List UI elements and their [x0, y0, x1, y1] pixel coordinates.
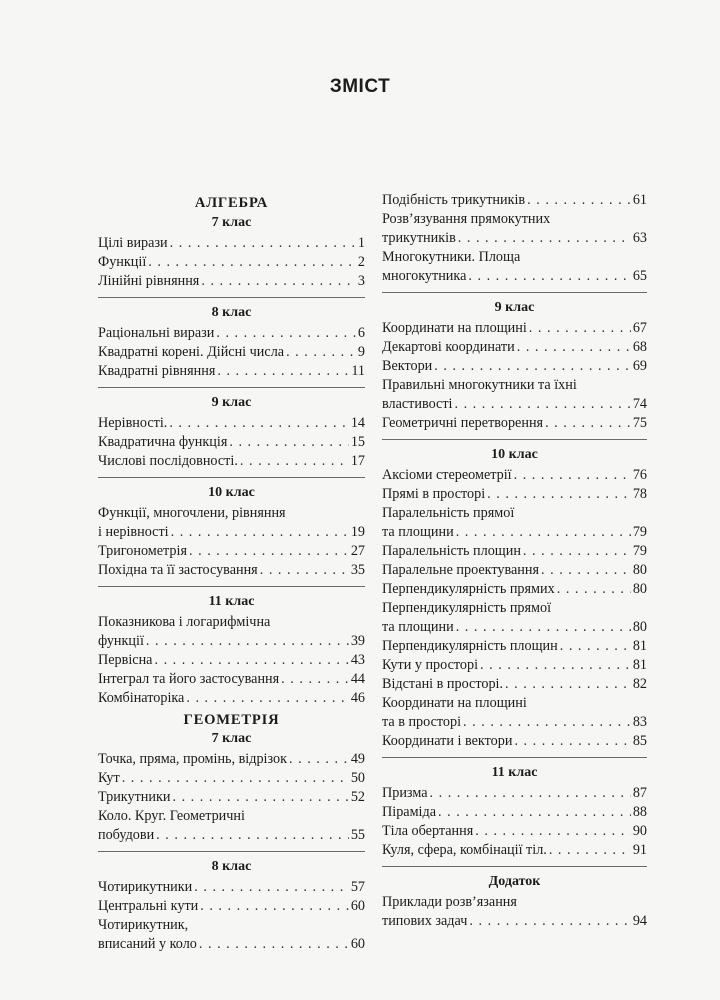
dot-leader [438, 803, 631, 822]
dot-leader [527, 191, 631, 210]
toc-entry-title: вписаний у коло [98, 936, 197, 952]
toc-entry-title: Паралельність площин [382, 543, 521, 559]
toc-entry-title: Квадратична функція [98, 434, 228, 450]
page-number: 80 [632, 619, 647, 635]
toc-entry [382, 414, 647, 433]
dot-leader [281, 670, 349, 689]
toc-entry-line [98, 826, 365, 845]
page-number: 3 [357, 273, 365, 289]
page-number: 60 [350, 898, 365, 914]
dot-leader [229, 433, 348, 452]
dot-leader [171, 523, 349, 542]
dot-leader [286, 343, 356, 362]
page-title: ЗМІСТ [329, 76, 391, 97]
page-number: 81 [632, 657, 647, 673]
dot-leader [170, 234, 356, 253]
grade-heading: 8 клас [211, 859, 252, 874]
toc-entry-title: многокутника [382, 268, 467, 284]
toc-entry [98, 433, 365, 452]
divider-rule [98, 297, 365, 298]
toc-entry-line [98, 234, 365, 253]
toc-entry-title: Точка, пряма, промінь, відрізок [98, 751, 288, 767]
toc-right-column [382, 191, 647, 931]
toc-entry-line [382, 248, 647, 267]
page-number: 74 [632, 396, 647, 412]
toc-entry-title: типових задач [382, 913, 468, 929]
toc-entry-title: Вектори [382, 358, 433, 374]
toc-entry [98, 788, 365, 807]
page-number: 68 [632, 339, 647, 355]
toc-entry-title: Чотирикутники [98, 879, 193, 895]
toc-entry [382, 599, 647, 637]
toc-entry-title: побудови [98, 827, 155, 843]
toc-entry-title: Функції, многочлени, рівняння [98, 505, 286, 521]
page-number: 87 [632, 785, 647, 801]
toc-entry [382, 784, 647, 803]
toc-entry-title: Квадратні корені. Дійсні числа [98, 344, 285, 360]
toc-entry-line [98, 750, 365, 769]
toc-entry-title: Многокутники. Площа [382, 249, 521, 265]
section-title: АЛГЕБРА [194, 195, 269, 211]
toc-entry-line [382, 912, 647, 931]
grade-heading: 9 клас [211, 395, 252, 410]
toc-entry [98, 504, 365, 542]
toc-entry [98, 769, 365, 788]
dot-leader [463, 713, 631, 732]
toc-entry [98, 343, 365, 362]
toc-entry-line [382, 803, 647, 822]
dot-leader [514, 732, 630, 751]
toc-entry-title: Прямі в просторі [382, 486, 486, 502]
toc-entry-title: властивості [382, 396, 453, 412]
toc-entry-title: Геометричні перетворення [382, 415, 544, 431]
dot-leader [199, 935, 349, 954]
toc-entry-title: Приклади розв’язання [382, 894, 517, 910]
page-number: 9 [357, 344, 365, 360]
page-number: 49 [350, 751, 365, 767]
toc-entry-line [98, 897, 365, 916]
dot-leader [560, 637, 631, 656]
divider-rule [98, 477, 365, 478]
toc-entry-line [382, 319, 647, 338]
toc-entry-line [382, 784, 647, 803]
dot-leader [549, 841, 631, 860]
dot-leader [545, 414, 631, 433]
toc-entry-line [98, 916, 365, 935]
divider-rule [382, 292, 647, 293]
toc-entry-line [382, 191, 647, 210]
toc-entry-line [382, 732, 647, 751]
toc-entry [382, 694, 647, 732]
page-number: 94 [632, 913, 647, 929]
toc-entry-line [382, 893, 647, 912]
toc-entry [382, 357, 647, 376]
toc-entry-title: Координати і вектори [382, 733, 513, 749]
toc-entry-line [98, 769, 365, 788]
toc-entry-line [382, 599, 647, 618]
page-number: 78 [632, 486, 647, 502]
toc-entry-title: Показникова і логарифмічна [98, 614, 271, 630]
toc-entry-line [382, 561, 647, 580]
page-number: 63 [632, 230, 647, 246]
dot-leader [475, 822, 631, 841]
toc-entry-line [382, 229, 647, 248]
page-number: 65 [632, 268, 647, 284]
toc-entry-line [98, 689, 365, 708]
dot-leader [172, 788, 348, 807]
toc-entry-line [382, 267, 647, 286]
page-number: 80 [632, 581, 647, 597]
toc-entry [98, 414, 365, 433]
page-number: 52 [350, 789, 365, 805]
page-number: 1 [357, 235, 365, 251]
toc-entry-line [98, 504, 365, 523]
grade-heading: 9 клас [494, 300, 535, 315]
toc-entry-title: Паралельність прямої [382, 505, 515, 521]
toc-entry [382, 822, 647, 841]
toc-entry [98, 561, 365, 580]
toc-entry [382, 191, 647, 210]
toc-entry-title: та площини [382, 524, 454, 540]
page-number: 61 [632, 192, 647, 208]
toc-entry [382, 637, 647, 656]
toc-entry-line [382, 523, 647, 542]
toc-entry-line [382, 395, 647, 414]
toc-entry-line [382, 414, 647, 433]
toc-entry [382, 319, 647, 338]
section-title: ГЕОМЕТРІЯ [183, 712, 280, 728]
page-number: 83 [632, 714, 647, 730]
page-number: 67 [632, 320, 647, 336]
toc-entry [98, 253, 365, 272]
page-number: 80 [632, 562, 647, 578]
toc-entry [98, 670, 365, 689]
toc-entry-title: Перпендикулярність площин [382, 638, 558, 654]
toc-entry-title: Піраміда [382, 804, 437, 820]
toc-entry [382, 561, 647, 580]
dot-leader [289, 750, 349, 769]
dot-leader [430, 784, 631, 803]
page-number: 81 [632, 638, 647, 654]
grade-heading: 10 клас [208, 485, 255, 500]
page-number: 79 [632, 543, 647, 559]
dot-leader [523, 542, 631, 561]
divider-rule [98, 586, 365, 587]
toc-entry-title: Центральні кути [98, 898, 199, 914]
toc-entry-title: Первісна [98, 652, 153, 668]
divider-rule [98, 851, 365, 852]
toc-entry-line [98, 272, 365, 291]
toc-left-column [98, 191, 365, 954]
toc-entry-title: Комбінаторіка [98, 690, 185, 706]
toc-entry [98, 651, 365, 670]
page-number: 2 [357, 254, 365, 270]
grade-heading: 11 клас [491, 765, 538, 780]
toc-entry-title: Трикутники [98, 789, 171, 805]
grade-heading: 7 клас [211, 215, 252, 230]
toc-entry [98, 324, 365, 343]
toc-entry-title: Куля, сфера, комбінації тіл. [382, 842, 547, 858]
page-number: 79 [632, 524, 647, 540]
toc-entry-title: та в просторі [382, 714, 462, 730]
toc-entry [98, 878, 365, 897]
toc-entry-title: Раціональні вирази [98, 325, 215, 341]
toc-entry-line [98, 523, 365, 542]
dot-leader [194, 878, 349, 897]
toc-entry-line [382, 618, 647, 637]
dot-leader [458, 229, 631, 248]
dot-leader [505, 675, 631, 694]
toc-entry-line [98, 324, 365, 343]
toc-entry-line [382, 466, 647, 485]
toc-entry-line [98, 253, 365, 272]
page-number: 15 [350, 434, 365, 450]
toc-entry-title: функції [98, 633, 144, 649]
dot-leader [148, 253, 356, 272]
page-number: 88 [632, 804, 647, 820]
toc-entry [382, 542, 647, 561]
toc-entry-line [382, 656, 647, 675]
page-number: 17 [350, 453, 365, 469]
page-number: 91 [632, 842, 647, 858]
toc-entry [382, 675, 647, 694]
dot-leader [517, 338, 631, 357]
toc-entry-line [98, 651, 365, 670]
grade-heading: 8 клас [211, 305, 252, 320]
toc-entry [382, 485, 647, 504]
toc-entry [382, 732, 647, 751]
dot-leader [146, 632, 349, 651]
page-number: 90 [632, 823, 647, 839]
toc-entry-title: Декартові координати [382, 339, 515, 355]
toc-entry-title: Чотирикутник, [98, 917, 189, 933]
toc-entry-line [98, 542, 365, 561]
toc-entry-line [382, 580, 647, 599]
toc-entry [98, 362, 365, 381]
toc-entry-line [98, 433, 365, 452]
dot-leader [217, 362, 349, 381]
toc-entry-line [98, 807, 365, 826]
grade-heading: 11 клас [208, 594, 255, 609]
toc-entry-line [98, 788, 365, 807]
page-number: 85 [632, 733, 647, 749]
dot-leader [189, 542, 349, 561]
toc-entry-title: Похідна та її застосування [98, 562, 258, 578]
toc-entry-title: Нерівності. [98, 415, 168, 431]
toc-entry [382, 338, 647, 357]
toc-entry-line [98, 414, 365, 433]
page-number: 60 [350, 936, 365, 952]
dot-leader [122, 769, 349, 788]
dot-leader [216, 324, 356, 343]
divider-rule [98, 387, 365, 388]
page-number: 57 [350, 879, 365, 895]
toc-entry-line [98, 878, 365, 897]
toc-entry-title: Відстані в просторі. [382, 676, 504, 692]
toc-entry [98, 807, 365, 845]
toc-entry [382, 504, 647, 542]
toc-entry [382, 656, 647, 675]
toc-entry-line [98, 561, 365, 580]
toc-entry-line [98, 362, 365, 381]
toc-entry-line [382, 210, 647, 229]
toc-entry-title: трикутників [382, 230, 456, 246]
page-number: 75 [632, 415, 647, 431]
toc-entry-line [98, 935, 365, 954]
dot-leader [480, 656, 631, 675]
toc-entry [382, 893, 647, 931]
toc-entry-line [98, 452, 365, 471]
divider-rule [382, 439, 647, 440]
grade-heading: 7 клас [211, 731, 252, 746]
toc-entry-title: Коло. Круг. Геометричні [98, 808, 245, 824]
toc-entry-title: Кути у просторі [382, 657, 479, 673]
page-number: 39 [350, 633, 365, 649]
toc-entry [382, 841, 647, 860]
toc-entry [382, 466, 647, 485]
toc-entry-title: Паралельне проектування [382, 562, 540, 578]
toc-entry-line [382, 713, 647, 732]
toc-entry-title: Тіла обертання [382, 823, 474, 839]
divider-rule [382, 866, 647, 867]
toc-entry-line [98, 343, 365, 362]
page-number: 6 [357, 325, 365, 341]
toc-entry-line [382, 841, 647, 860]
toc-entry-title: Кут [98, 770, 120, 786]
toc-entry-line [98, 613, 365, 632]
toc-entry [98, 689, 365, 708]
toc-entry [98, 897, 365, 916]
dot-leader [200, 897, 349, 916]
page-number: 19 [350, 524, 365, 540]
dot-leader [529, 319, 631, 338]
dot-leader [169, 414, 349, 433]
page-number: 55 [350, 827, 365, 843]
page-number: 27 [350, 543, 365, 559]
toc-entry [98, 916, 365, 954]
toc-entry-title: Тригонометрія [98, 543, 187, 559]
page-number: 14 [350, 415, 365, 431]
toc-entry [382, 376, 647, 414]
toc-entry [382, 803, 647, 822]
toc-entry-line [382, 675, 647, 694]
toc-entry-title: Координати на площині [382, 695, 527, 711]
dot-leader [541, 561, 631, 580]
toc-entry-title: Аксіоми стереометрії [382, 467, 512, 483]
toc-entry [98, 234, 365, 253]
toc-entry [98, 272, 365, 291]
toc-entry-line [382, 822, 647, 841]
toc-entry [382, 248, 647, 286]
dot-leader [456, 618, 631, 637]
page-number: 82 [632, 676, 647, 692]
dot-leader [514, 466, 631, 485]
dot-leader [557, 580, 631, 599]
toc-entry-title: Розв’язування прямокутних [382, 211, 551, 227]
dot-leader [156, 826, 349, 845]
page-number: 43 [350, 652, 365, 668]
dot-leader [456, 523, 631, 542]
page-number: 76 [632, 467, 647, 483]
dot-leader [487, 485, 631, 504]
page-number: 50 [350, 770, 365, 786]
dot-leader [201, 272, 356, 291]
toc-entry-title: та площини [382, 619, 454, 635]
dot-leader [186, 689, 348, 708]
dot-leader [154, 651, 348, 670]
toc-entry-line [382, 694, 647, 713]
grade-heading: 10 клас [491, 447, 538, 462]
toc-entry-title: Призма [382, 785, 428, 801]
page-number: 35 [350, 562, 365, 578]
page-number: 44 [350, 671, 365, 687]
toc-entry-line [382, 376, 647, 395]
dot-leader [434, 357, 631, 376]
toc-entry [98, 613, 365, 651]
page-number: 69 [632, 358, 647, 374]
grade-heading: Додаток [488, 874, 541, 889]
toc-entry [98, 750, 365, 769]
toc-entry [382, 210, 647, 248]
toc-entry-title: Перпендикулярність прямих [382, 581, 555, 597]
toc-entry-line [98, 670, 365, 689]
toc-entry-line [382, 542, 647, 561]
dot-leader [454, 395, 630, 414]
page-number: 46 [350, 690, 365, 706]
toc-entry-title: Інтеграл та його застосування [98, 671, 280, 687]
toc-entry [382, 580, 647, 599]
toc-entry-title: Лінійні рівняння [98, 273, 200, 289]
toc-entry-title: Квадратні рівняння [98, 363, 216, 379]
dot-leader [240, 452, 349, 471]
toc-entry-title: Координати на площині [382, 320, 527, 336]
toc-entry-line [382, 637, 647, 656]
toc-entry-line [98, 632, 365, 651]
toc-entry-title: Перпендикулярність прямої [382, 600, 552, 616]
toc-entry-title: Функції [98, 254, 147, 270]
toc-entry-title: Подібність трикутників [382, 192, 526, 208]
toc-entry-line [382, 504, 647, 523]
toc-entry-title: Цілі вирази [98, 235, 168, 251]
toc-entry [98, 542, 365, 561]
page-number: 11 [351, 363, 365, 379]
toc-entry-title: Числові послідовності. [98, 453, 238, 469]
toc-entry-title: і нерівності [98, 524, 169, 540]
toc-entry-title: Правильні многокутники та їхні [382, 377, 577, 393]
toc-entry-line [382, 338, 647, 357]
toc-entry [98, 452, 365, 471]
divider-rule [382, 757, 647, 758]
dot-leader [469, 912, 630, 931]
toc-entry-line [382, 357, 647, 376]
dot-leader [260, 561, 349, 580]
dot-leader [468, 267, 630, 286]
toc-entry-line [382, 485, 647, 504]
